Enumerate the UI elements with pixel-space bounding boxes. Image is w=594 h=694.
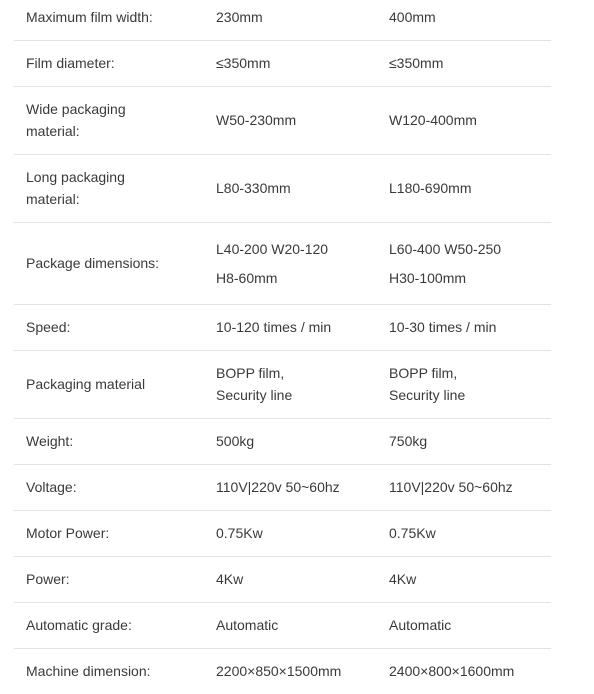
spec-label-cell (14, 0, 216, 40)
spec-value-b: 400mm (389, 8, 436, 25)
spec-row (14, 556, 551, 602)
spec-value-b: 4Kw (389, 571, 417, 587)
spec-value-a-cell (216, 86, 389, 154)
spec-label-cell (14, 648, 216, 694)
spec-row (14, 304, 551, 350)
spec-value-a: 4Kw (216, 571, 244, 587)
spec-label: Package dimensions: (26, 255, 160, 271)
spec-label: Power: (26, 571, 70, 587)
spec-value-a-cell (216, 154, 389, 222)
spec-value-a: H8-60mm (216, 269, 278, 286)
spec-value-a-cell (216, 40, 389, 86)
spec-value-b: 110V|220v 50~60hz (389, 479, 513, 495)
spec-label: Voltage: (26, 479, 77, 495)
spec-value-a: 110V|220v 50~60hz (216, 479, 340, 495)
spec-label: Automatic grade: (26, 617, 132, 633)
spec-value-b-cell (389, 350, 551, 418)
spec-label-cell (14, 154, 216, 222)
spec-value-a-cell (216, 602, 389, 648)
spec-label-cell (14, 222, 216, 304)
spec-value-a: W50-230mm (216, 112, 297, 128)
spec-value-b: 0.75Kw (389, 525, 436, 541)
spec-row (14, 154, 551, 222)
spec-value-a: 500kg (216, 433, 255, 449)
spec-value-b: 750kg (389, 433, 428, 449)
spec-label: Speed: (26, 319, 71, 335)
spec-value-b: Automatic (389, 617, 452, 633)
spec-label-cell (14, 86, 216, 154)
spec-label-cell (14, 602, 216, 648)
spec-value-b-cell (389, 86, 551, 154)
spec-value-a-cell (216, 304, 389, 350)
spec-row (14, 464, 551, 510)
spec-row (14, 602, 551, 648)
spec-label: material: (26, 123, 80, 139)
spec-value-b-cell (389, 510, 551, 556)
spec-label: Maximum film width: (26, 8, 153, 25)
spec-label-cell (14, 304, 216, 350)
spec-label-cell (14, 418, 216, 464)
spec-value-b: ≤350mm (389, 55, 444, 71)
spec-value-a: L80-330mm (216, 180, 291, 196)
spec-value-a: BOPP film, (216, 365, 285, 381)
spec-label: Machine dimension: (26, 663, 151, 680)
spec-value-b: H30-100mm (389, 269, 467, 286)
spec-value-a: ≤350mm (216, 55, 271, 71)
spec-value-a-cell (216, 464, 389, 510)
spec-value-a-cell (216, 510, 389, 556)
spec-value-a-cell (216, 222, 389, 304)
spec-value-b: Security line (389, 387, 466, 403)
spec-value-b-cell (389, 40, 551, 86)
spec-value-a-cell (216, 350, 389, 418)
spec-value-a-cell (216, 0, 389, 40)
spec-value-b: W120-400mm (389, 112, 477, 128)
spec-value-b: L180-690mm (389, 180, 472, 196)
spec-row (14, 648, 551, 694)
spec-label: material: (26, 191, 80, 207)
spec-label: Film diameter: (26, 55, 115, 71)
spec-value-a: 2200×850×1500mm (216, 663, 342, 680)
spec-row (14, 222, 551, 304)
spec-value-a: 230mm (216, 8, 263, 25)
spec-value-a: Automatic (216, 617, 279, 633)
spec-label-cell (14, 510, 216, 556)
spec-label: Long packaging (26, 169, 125, 185)
spec-table-body (14, 0, 551, 694)
spec-value-a-cell (216, 556, 389, 602)
spec-value-b-cell (389, 418, 551, 464)
spec-value-a: 0.75Kw (216, 525, 263, 541)
spec-label-cell (14, 464, 216, 510)
spec-table (14, 0, 551, 694)
spec-row (14, 510, 551, 556)
spec-row (14, 40, 551, 86)
spec-label: Weight: (26, 433, 74, 449)
spec-value-a: Security line (216, 387, 293, 403)
spec-label-cell (14, 350, 216, 418)
spec-label-cell (14, 556, 216, 602)
spec-label: Motor Power: (26, 525, 110, 541)
spec-row (14, 350, 551, 418)
spec-label: Packaging material (26, 376, 146, 392)
spec-value-a: 10-120 times / min (216, 319, 332, 335)
spec-row (14, 86, 551, 154)
spec-value-b-cell (389, 154, 551, 222)
spec-row (14, 0, 551, 40)
spec-label-cell (14, 40, 216, 86)
spec-value-b-cell (389, 556, 551, 602)
spec-value-b-cell (389, 222, 551, 304)
spec-value-b: L60-400 W50-250 (389, 240, 502, 257)
spec-row (14, 418, 551, 464)
spec-value-b-cell (389, 464, 551, 510)
spec-value-b-cell (389, 602, 551, 648)
spec-value-a-cell (216, 418, 389, 464)
spec-value-b-cell (389, 304, 551, 350)
spec-label: Wide packaging (26, 101, 126, 117)
spec-value-a-cell (216, 648, 389, 694)
spec-value-a: L40-200 W20-120 (216, 240, 329, 257)
spec-value-b: 10-30 times / min (389, 319, 497, 335)
spec-value-b: 2400×800×1600mm (389, 663, 515, 680)
spec-value-b: BOPP film, (389, 365, 458, 381)
spec-value-b-cell (389, 648, 551, 694)
spec-value-b-cell (389, 0, 551, 40)
